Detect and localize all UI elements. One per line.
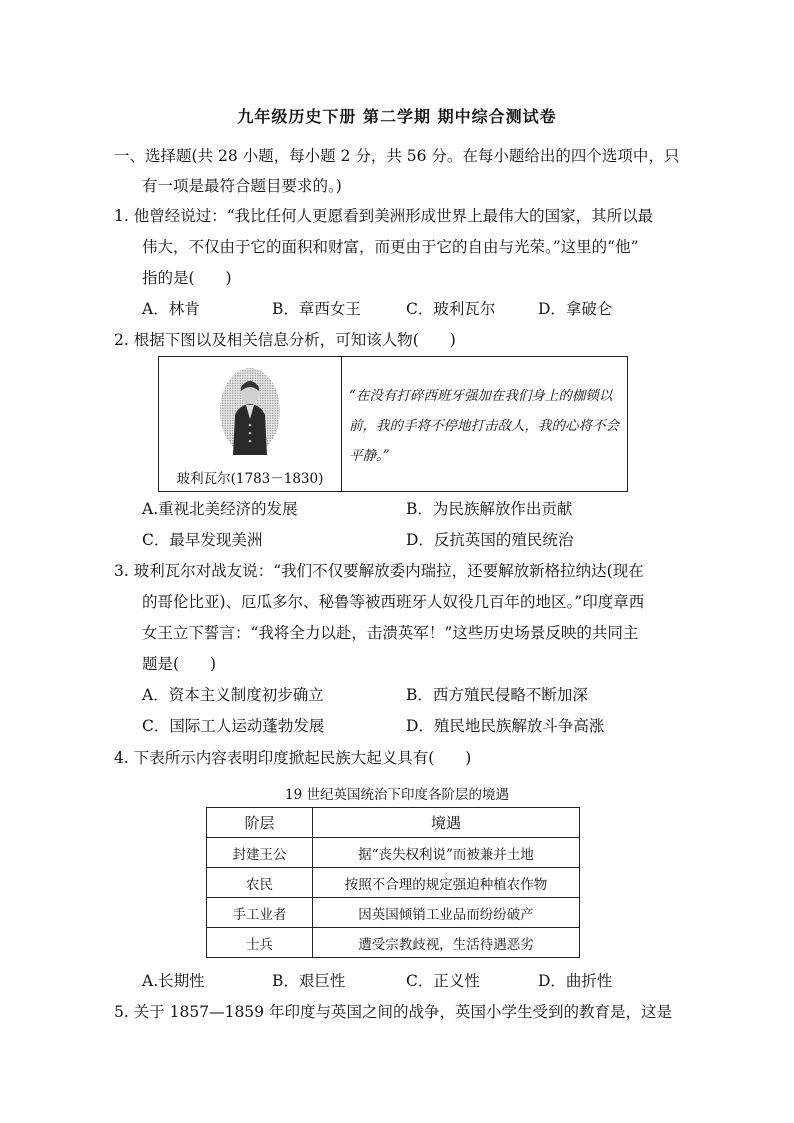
- q2-option-a: A.重视北美经济的发展: [142, 500, 298, 518]
- q3-option-d: D．殖民地民族解放斗争高涨: [406, 717, 605, 735]
- table-header-situation: 境遇: [313, 808, 580, 838]
- q4-option-d: D．曲折性: [538, 972, 613, 990]
- q1-stem-line-3: 指的是( ): [142, 269, 232, 287]
- table-header-row: [207, 808, 580, 838]
- q3-stem-line-3: 女王立下誓言：“我将全力以赴，击溃英军！”这些历史场景反映的共同主: [142, 624, 639, 642]
- q4-option-b: B．艰巨性: [272, 972, 346, 990]
- q3-option-b: B．西方殖民侵略不断加深: [406, 686, 588, 704]
- q3-option-c: C．国际工人运动蓬勃发展: [142, 717, 325, 735]
- section-instruction-line-2: 有一项是最符合题目要求的。): [142, 177, 342, 195]
- table-cell: 农民: [207, 868, 313, 898]
- q1-option-a: A．林肯: [142, 300, 200, 318]
- q1-option-c: C．玻利瓦尔: [406, 300, 496, 318]
- q4-table-caption: 19 世纪英国统治下印度各阶层的境遇: [285, 787, 509, 803]
- bolivar-portrait: [219, 367, 281, 455]
- q4-option-c: C．正义性: [406, 972, 480, 990]
- table-cell: 按照不合理的规定强迫种植农作物: [313, 868, 580, 898]
- q4-option-a: A.长期性: [142, 972, 205, 990]
- bolivar-quote: “在没有打碎西班牙强加在我们身上的枷锁以前，我的手将不停地打击敌人，我的心将不会平静。”: [349, 388, 619, 464]
- table-cell: 遭受宗教歧视，生活待遇恶劣: [313, 928, 580, 958]
- exam-title: 九年级历史下册 第二学期 期中综合测试卷: [237, 107, 557, 126]
- q5-stem-line-1: 5. 关于 1857—1859 年印度与英国之间的战争，英国小学生受到的教育是，这是: [114, 1003, 672, 1021]
- q2-option-b: B．为民族解放作出贡献: [406, 500, 573, 518]
- figure-divider: [341, 357, 342, 491]
- table-header-class: 阶层: [207, 808, 313, 838]
- table-cell: 手工业者: [207, 898, 313, 928]
- table-cell: 封建王公: [207, 838, 313, 868]
- portrait-caption: 玻利瓦尔(1783－1830): [176, 471, 324, 487]
- table-cell: 士兵: [207, 928, 313, 958]
- table-row: [207, 868, 580, 898]
- table-row: [207, 898, 580, 928]
- table-cell: 因英国倾销工业品而纷纷破产: [313, 898, 580, 928]
- q4-stem: 4. 下表所示内容表明印度掀起民族大起义具有( ): [114, 749, 472, 767]
- q3-option-a: A．资本主义制度初步确立: [142, 686, 324, 704]
- table-row: [207, 928, 580, 958]
- q2-figure-box: [158, 356, 628, 492]
- q2-option-c: C．最早发现美洲: [142, 531, 263, 549]
- q2-stem: 2. 根据下图以及相关信息分析，可知该人物( ): [114, 331, 456, 349]
- q1-stem-line-2: 伟大，不仅由于它的面积和财富，而更由于它的自由与光荣。”这里的“他”: [142, 238, 639, 256]
- q1-stem-line-1: 1. 他曾经说过：“我比任何人更愿看到美洲形成世界上最伟大的国家，其所以最: [114, 207, 654, 225]
- section-instruction-line-1: 一、选择题(共 28 小题，每小题 2 分，共 56 分。在每小题给出的四个选项中，只: [114, 147, 680, 165]
- table-row: [207, 838, 580, 868]
- q1-option-d: D．拿破仑: [538, 300, 613, 318]
- q2-option-d: D．反抗英国的殖民统治: [406, 531, 574, 549]
- q4-table: [206, 807, 580, 958]
- q1-option-b: B．章西女王: [272, 300, 361, 318]
- table-cell: 据“丧失权利说”而被兼并土地: [313, 838, 580, 868]
- q3-stem-line-2: 的哥伦比亚)、厄瓜多尔、秘鲁等被西班牙人奴役几百年的地区。”印度章西: [142, 593, 645, 611]
- q3-stem-line-4: 题是( ): [142, 655, 217, 673]
- q3-stem-line-1: 3. 玻利瓦尔对战友说：“我们不仅要解放委内瑞拉，还要解放新格拉纳达(现在: [114, 562, 644, 580]
